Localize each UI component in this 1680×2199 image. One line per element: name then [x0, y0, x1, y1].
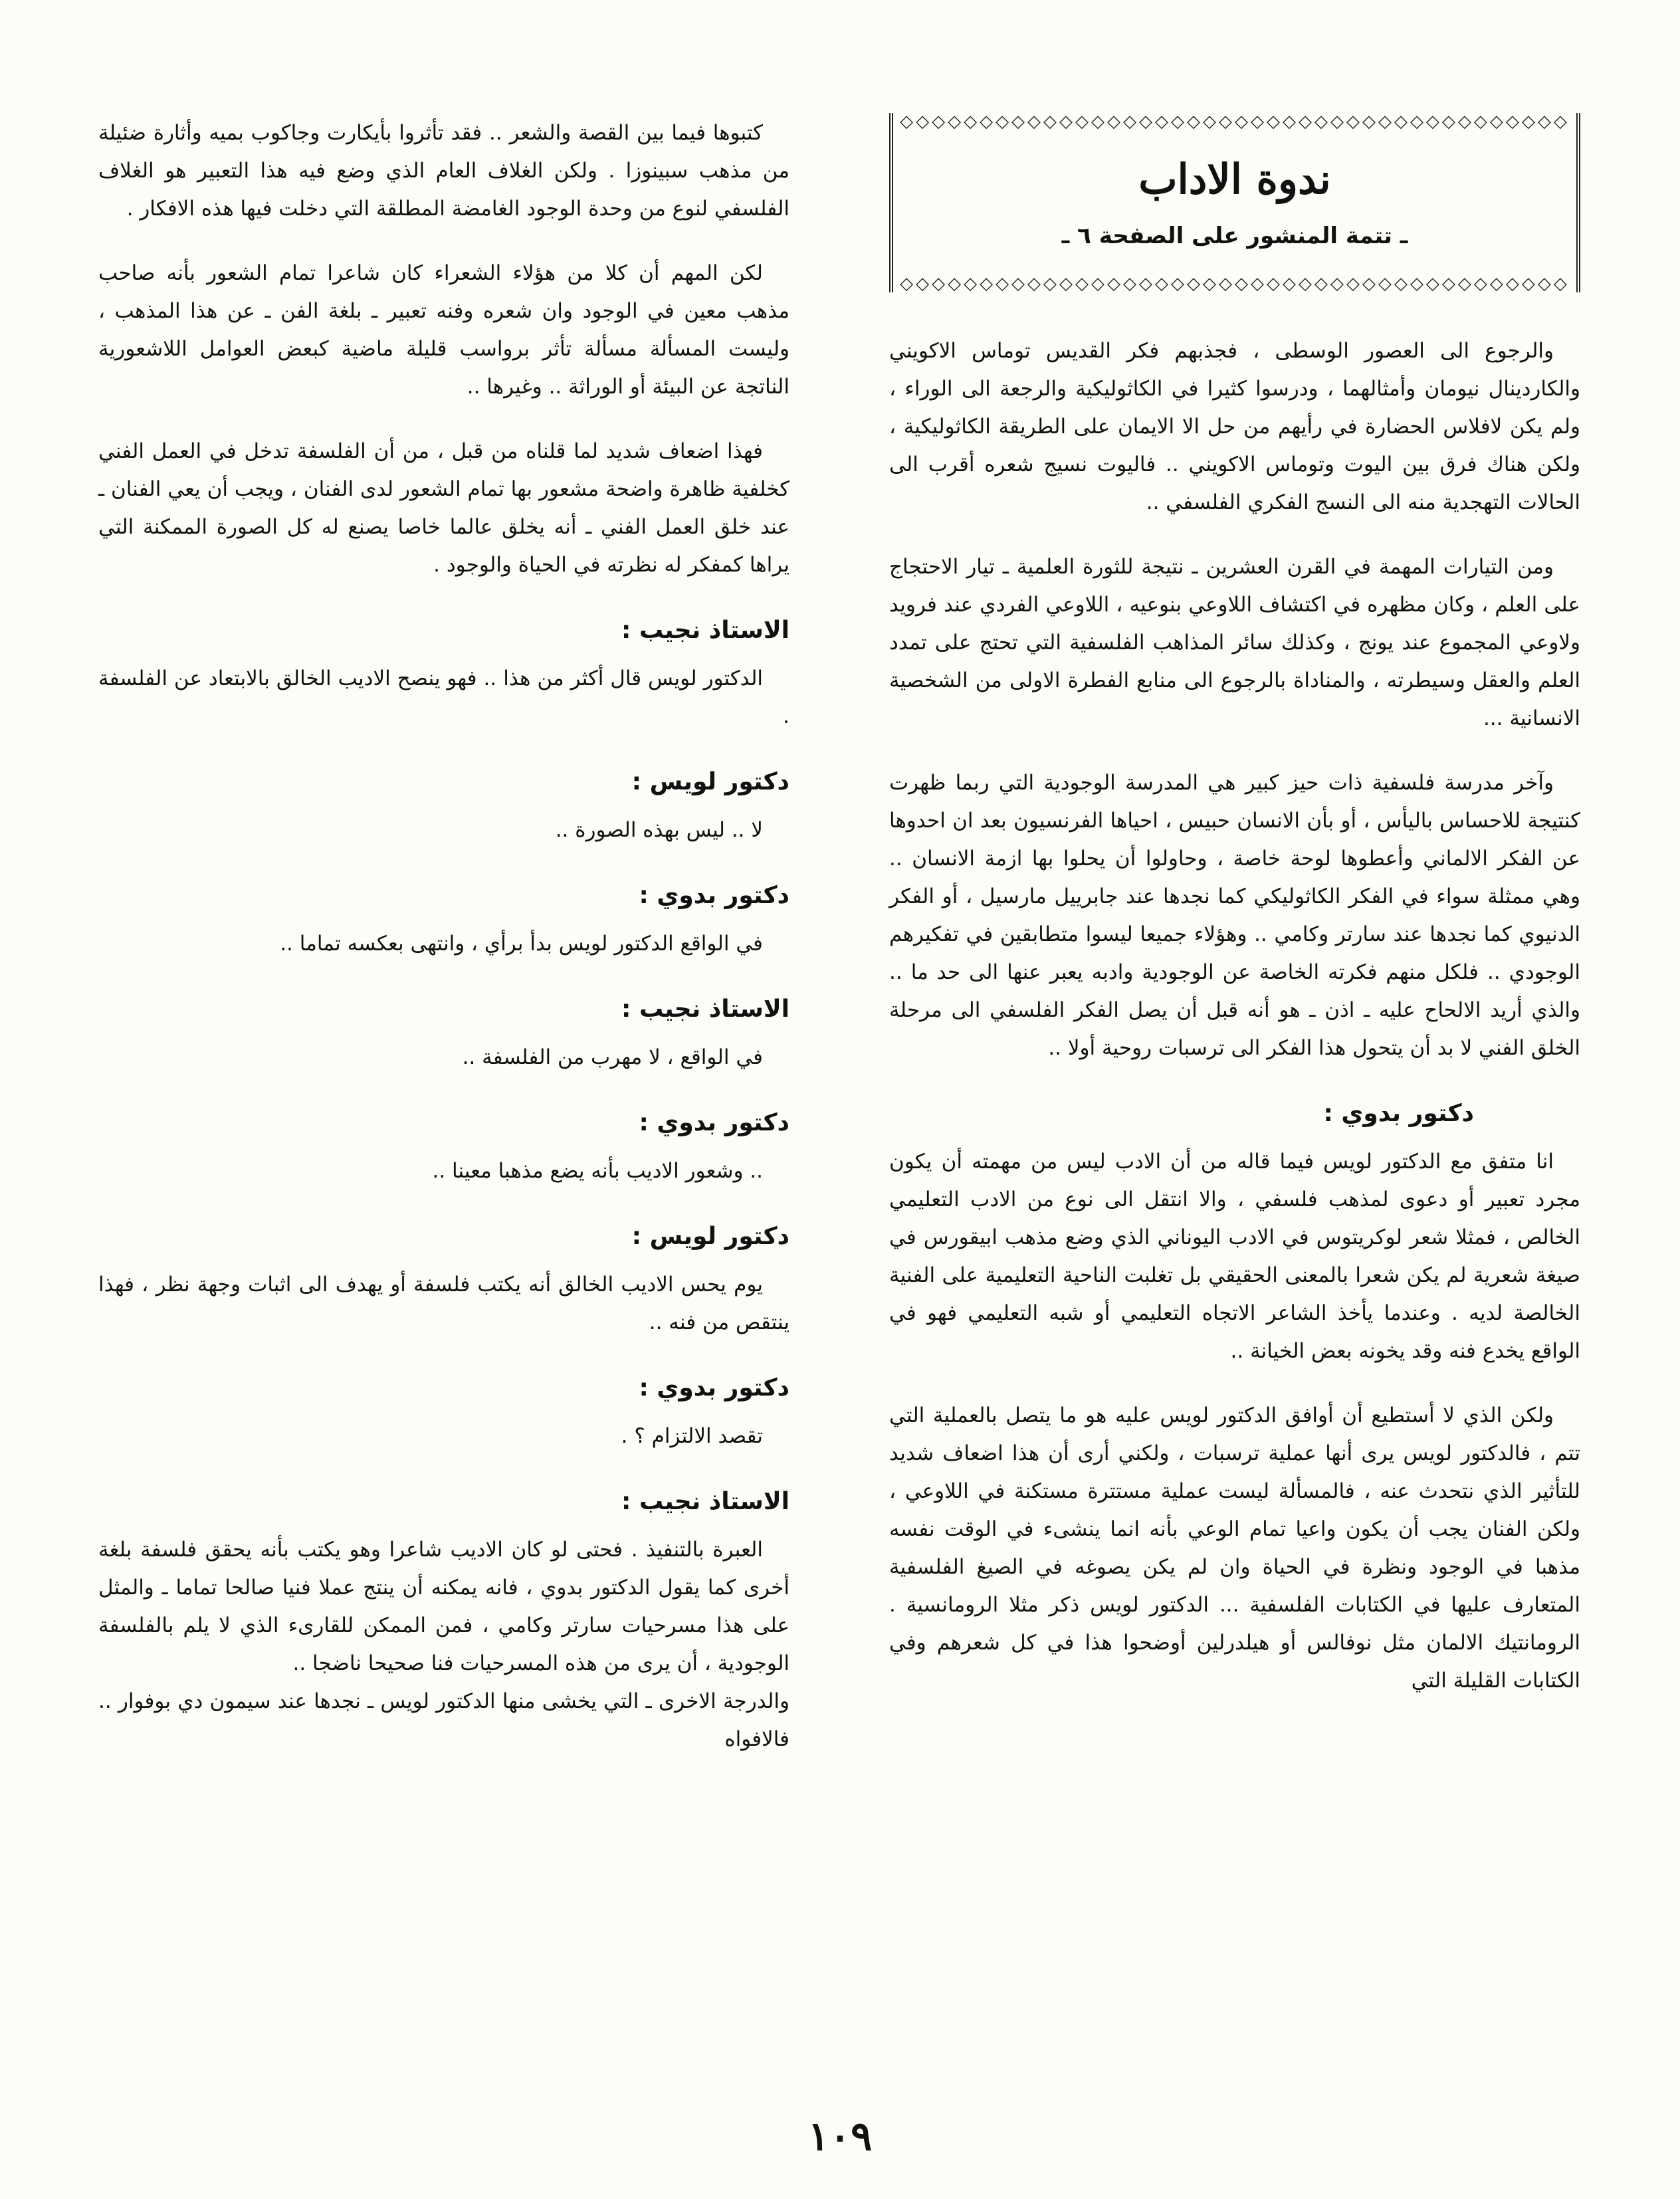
- page-number: ١٠٩: [807, 2113, 873, 2160]
- dialogue-text: الدكتور لويس قال أكثر من هذا .. فهو ينصح الاديب الخالق بالابتعاد عن الفلسفة .: [98, 667, 789, 728]
- paragraph: فهذا اضعاف شديد لما قلناه من قبل ، من أن الفلسفة تدخل في العمل الفني كخلفية ظاهرة واضحة مشعور بها تمام الشعور لدى الفنان ، ويجب أن يعي الفنان ـ عند خلق العمل الفني ـ أنه يخلق عالما خاصا يصنع له كل الصورة الممكنة التي يراها كمفكر له نظرته في الحياة والوجود .: [98, 439, 789, 577]
- paragraph: انا متفق مع الدكتور لويس فيما قاله من أن الادب ليس من مهمته أن يكون مجرد تعبير أو دعوى لمذهب فلسفي ، والا انتقل الى نوع من الادب التعليمي الخالص ، فمثلا شعر لوكريتوس في الادب اليوناني الذي وضع مذهب ابيقورس في صيغة شعرية لم يكن شعرا بالمعنى الحقيقي بل تغلبت الناحية التعليمية على الفنية الخالصة لديه . وعندما يأخذ الشاعر الاتجاه التعليمي أو شبه التعليمي فهو في الواقع يخدع فنه وقد يخونه بعض الخيانة ..: [889, 1150, 1580, 1363]
- speaker-heading: دكتور لويس :: [631, 768, 789, 795]
- paragraph: ولكن الذي لا أستطيع أن أوافق الدكتور لويس عليه هو ما يتصل بالعملية التي تتم ، فالدكتور لويس يرى أنها عملية ترسبات ، ولكني أرى أن هذا اضعاف شديد للتأثير الذي نتحدث عنه ، فالمسألة ليست عملية مستترة مستكنة في اللاوعي ، ولكن الفنان يجب أن يكون واعيا تمام الوعي بأنه انما ينشىء في الوقت نفسه مذهبا في الوجود ونظرة في الحياة وان لم يكن يصوغه في الصيغ الفلسفية المتعارف عليها في الكتابات الفلسفية ... الدكتور لويس ذكر مثلا الرومانسية . الرومانتيك الالمان مثل نوفالس أو هيلدرلين أوضحوا هذا في كل شعرهم وفي الكتابات القليلة التي: [889, 1404, 1580, 1693]
- dialogue-text: في الواقع الدكتور لويس بدأ برأي ، وانتهى بعكسه تماما ..: [280, 932, 763, 956]
- paragraph: لكن المهم أن كلا من هؤلاء الشعراء كان شاعرا تمام الشعور بأنه صاحب مذهب معين في الوجود وان شعره وفنه تعبير ـ بلغة الفن ـ عن هذا المذهب ، وليست المسألة مسألة تأثر برواسب قليلة ماضية كبعض العوامل اللاشعورية الناتجة عن البيئة أو الوراثة .. وغيرها ..: [98, 261, 789, 399]
- paragraph: والرجوع الى العصور الوسطى ، فجذبهم فكر القديس توماس الاكويني والكاردينال نيومان وأمثالهما ، ودرسوا كثيرا في الكاثوليكية والرجعة الى الوراء ، ولم يكن لافلاس الحضارة في رأيهم من حل الا الايمان على الطريقة الكاثوليكية ، ولكن هناك فرق بين اليوت وتوماس الاكويني .. فاليوت نسيج شعره أقرب الى الحالات التهجدية منه الى النسج الفكري الفلسفي ..: [889, 339, 1580, 514]
- left-column: [98, 114, 789, 1785]
- speaker-heading: الاستاذ نجيب :: [621, 995, 789, 1023]
- dialogue-text: العبرة بالتنفيذ . فحتى لو كان الاديب شاعرا وهو يكتب بأنه يحقق فلسفة بلغة أخرى كما يقول الدكتور بدوي ، فانه يمكنه أن ينتج عملا فنيا صالحا تماما ـ والمثل على هذا مسرحيات سارتر وكامي ، فمن الممكن للقارىء الذي لا يلم بالفلسفة الوجودية ، أن يرى من هذه المسرحيات فنا صحيحا ناضجا .. والدرجة الاخرى ـ التي يخشى منها الدكتور لويس ـ نجدها عند سيمون دي بوفوار .. فالافواه: [98, 1538, 789, 1751]
- paragraph: ومن التيارات المهمة في القرن العشرين ـ نتيجة للثورة العلمية ـ تيار الاحتجاج على العلم ، وكان مظهره في اكتشاف اللاوعي بنوعيه ، اللاوعي الفردي عند فرويد ولاوعي المجموع عند يونج ، وكذلك سائر المذاهب الفلسفية التي تحتج على تمدد العلم والعقل وسيطرته ، والمناداة بالرجوع الى منابع الفطرة الاولى من الشخصية الانسانية ...: [889, 555, 1580, 730]
- dialogue-text: لا .. ليس بهذه الصورة ..: [555, 818, 763, 842]
- speaker-heading: دكتور بدوي :: [1323, 1100, 1474, 1127]
- speaker-heading: الاستاذ نجيب :: [621, 617, 789, 644]
- dialogue-text: تقصد الالتزام ؟ .: [621, 1424, 763, 1448]
- ornament-border-bottom: ◇◇◇◇◇◇◇◇◇◇◇◇◇◇◇◇◇◇◇◇◇◇◇◇◇◇◇◇◇◇◇◇◇◇◇◇◇◇◇◇◇◇: [900, 275, 1570, 292]
- speaker-heading: دكتور لويس :: [631, 1223, 789, 1250]
- article-subtitle: ـ تتمة المنشور على الصفحة ٦ ـ: [1061, 223, 1408, 249]
- dialogue-text: يوم يحس الاديب الخالق أنه يكتب فلسفة أو يهدف الى اثبات وجهة نظر ، فهذا ينتقص من فنه ..: [98, 1273, 789, 1334]
- article-title: ندوة الاداب: [1138, 155, 1331, 203]
- speaker-heading: دكتور بدوي :: [639, 1374, 789, 1402]
- dialogue-text: في الواقع ، لا مهرب من الفلسفة ..: [462, 1045, 763, 1069]
- title-box: [889, 113, 1580, 292]
- right-column: [889, 113, 1580, 1727]
- speaker-heading: الاستاذ نجيب :: [621, 1488, 789, 1515]
- paragraph: كتبوها فيما بين القصة والشعر .. فقد تأثروا بأيكارت وجاكوب بميه وأثارة ضئيلة من مذهب سبينوزا . ولكن الغلاف العام الذي وضع فيه هذا التعبير هو الغلاف الفلسفي لنوع من وحدة الوجود الغامضة المطلقة التي دخلت فيها هذه الافكار .: [98, 121, 789, 221]
- speaker-heading: دكتور بدوي :: [639, 882, 789, 909]
- dialogue-text: .. وشعور الاديب بأنه يضع مذهبا معينا ..: [432, 1159, 763, 1183]
- paragraph: وآخر مدرسة فلسفية ذات حيز كبير هي المدرسة الوجودية التي ربما ظهرت كنتيجة للاحساس باليأس ، أو بأن الانسان حبيس ، احياها الفرنسيون بعد ان احدوها عن الفكر الالماني وأعطوها لوحة خاصة ، وحاولوا أن يحلوا بها ازمة الانسان .. وهي ممثلة سواء في الفكر الكاثوليكي كما نجدها عند جابرييل مارسيل ، أو الفكر الدنيوي كما نجدها عند سارتر وكامي .. وهؤلاء جميعا ليسوا متطابقين في تفكيرهم الوجودي .. فلكل منهم فكرته الخاصة عن الوجودية وادبه يعبر عنها الى حد ما .. والذي أريد الالحاح عليه ـ اذن ـ هو أنه قبل أن يصل الفكر الفلسفي الى مرحلة الخلق الفني لا بد أن يتحول هذا الفكر الى ترسبات روحية أولا ..: [889, 771, 1580, 1060]
- ornament-border-top: ◇◇◇◇◇◇◇◇◇◇◇◇◇◇◇◇◇◇◇◇◇◇◇◇◇◇◇◇◇◇◇◇◇◇◇◇◇◇◇◇◇◇: [900, 113, 1570, 130]
- speaker-heading: دكتور بدوي :: [639, 1109, 789, 1136]
